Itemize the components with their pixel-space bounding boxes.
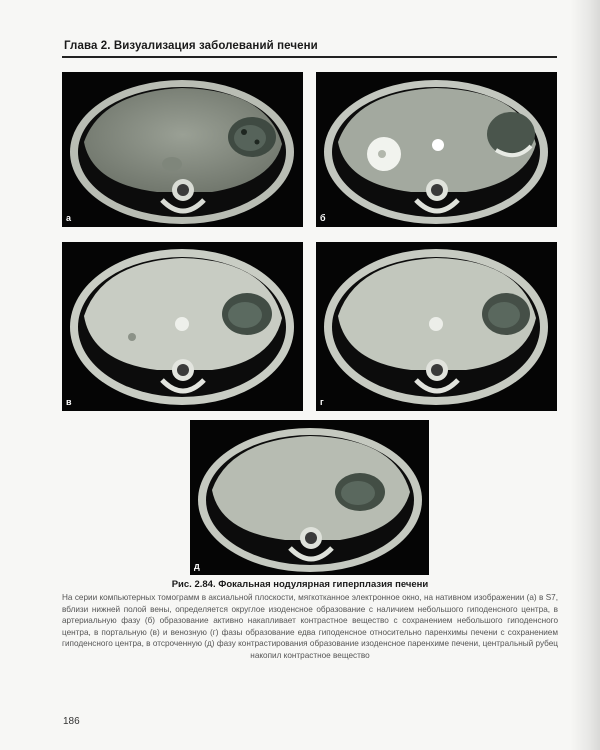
ct-scan-image-arterial — [316, 72, 557, 227]
ct-scan-image-portal — [62, 242, 303, 411]
ct-panel-b — [316, 72, 557, 227]
ct-scan-image-venous — [316, 242, 557, 411]
panel-label-d: д — [194, 561, 200, 571]
chapter-title: Глава 2. Визуализация заболеваний печени — [64, 40, 318, 52]
panel-label-v: в — [66, 397, 72, 407]
header-rule — [62, 56, 557, 58]
ct-scan-image-delayed — [190, 420, 429, 575]
panel-label-b: б — [320, 213, 326, 223]
ct-panel-d — [190, 420, 429, 575]
ct-panel-g — [316, 242, 557, 411]
ct-panel-v — [62, 242, 303, 411]
ct-scan-image-native — [62, 72, 303, 227]
figure-caption-title: Рис. 2.84. Фокальная нодулярная гиперплазия печени — [171, 579, 429, 590]
page-edge-shadow — [570, 0, 600, 750]
page-number: 186 — [63, 716, 80, 727]
panel-label-a: а — [66, 213, 72, 223]
ct-panel-a — [62, 72, 303, 227]
figure-caption-text: На серии компьютерных томограмм в аксиальной плоскости, мягкотканное электронное окно, на нативном изображении (а) в S7, вблизи нижней полой вены, определяется округлое изоденсное образование с наличием небольшого гиподенсного центра, в артериальную фазу (б) образование активно накапливает контрастное вещество с сохранением небольшого гиподенсного центра, в портальную (в) и венозную (г) фазы образование едва гиподенсное относительно паренхимы печени с сохранением гиподенсного центра, в отсроченную (д) фазу контрастирования образование изоденсное паренхиме печени, центральный рубец накопил контрастное вещество — [62, 593, 558, 660]
panel-label-g: г — [320, 397, 324, 407]
